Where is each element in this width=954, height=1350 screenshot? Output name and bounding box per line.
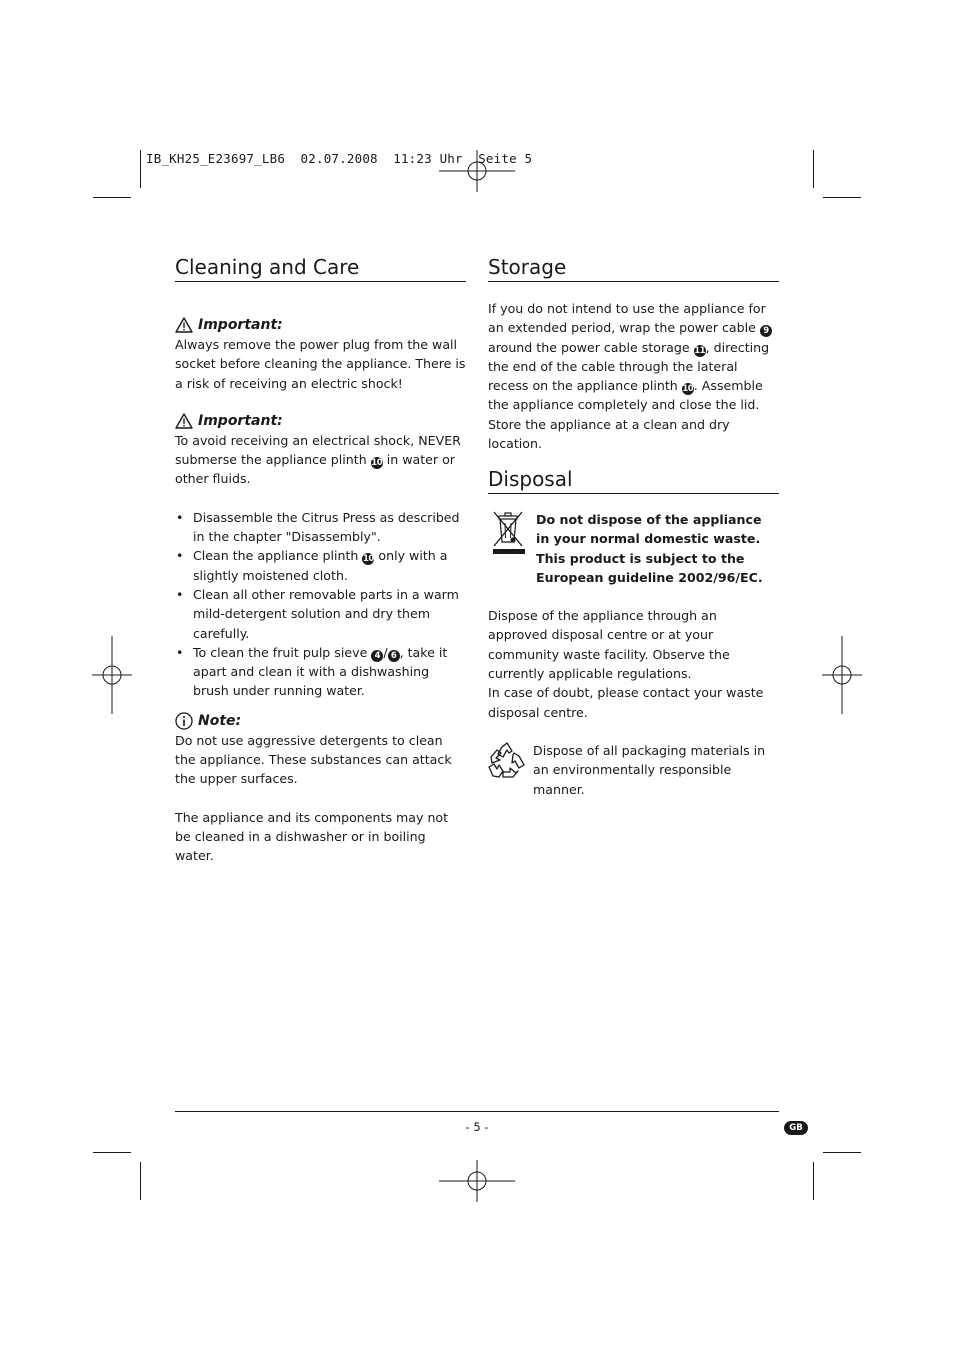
recycling-notice bbox=[488, 741, 779, 799]
storage-section bbox=[488, 254, 779, 453]
part-number-badge: 6 bbox=[388, 650, 400, 662]
bullet-symbol: • bbox=[176, 644, 184, 660]
important-label: Important: bbox=[198, 412, 283, 429]
footer-rule bbox=[175, 1111, 779, 1112]
cleaning-section bbox=[175, 254, 466, 866]
language-badge: GB bbox=[784, 1121, 808, 1135]
recycling-text: Dispose of all packaging materials in an environmentally responsible manner. bbox=[533, 742, 766, 797]
important-text-2: To avoid receiving an electrical shock, NEVER submerse the appliance plinth 10 in water or other fluids. bbox=[175, 432, 461, 487]
part-number-badge: 4 bbox=[371, 650, 383, 662]
important-callout-2 bbox=[175, 411, 466, 431]
disposal-doubt-text: In case of doubt, please contact your waste disposal centre. bbox=[488, 685, 764, 720]
cleaning-title: Cleaning and Care bbox=[175, 254, 466, 282]
part-number-badge: 10 bbox=[371, 458, 383, 469]
disposal-title: Disposal bbox=[488, 466, 779, 494]
list-item: • Clean the appliance plinth 10 only with a slightly moistened cloth. bbox=[176, 548, 448, 583]
registration-mark-left bbox=[92, 636, 132, 714]
storage-text: If you do not intend to use the appliance for an extended period, wrap the power cable 9 around the power cable storage 11, directing the end of the cable through the lateral recess on the appliance plinth 10. Assemble the appliance completely and close the lid. Store the appliance at a clean and dry location. bbox=[488, 299, 779, 453]
part-number-badge: 11 bbox=[694, 345, 706, 356]
part-number-badge: 10 bbox=[682, 384, 694, 395]
bullet-symbol: • bbox=[176, 586, 184, 602]
weee-notice bbox=[488, 510, 779, 587]
page-number: - 5 - bbox=[465, 1120, 489, 1134]
important-callout-1 bbox=[175, 315, 466, 335]
info-icon bbox=[175, 712, 193, 730]
list-item: • Clean all other removable parts in a warm mild-detergent solution and dry them carefully. bbox=[176, 586, 459, 641]
bullet-symbol: • bbox=[176, 548, 184, 564]
list-item: • Disassemble the Citrus Press as described in the chapter "Disassembly". bbox=[176, 509, 460, 545]
dishwasher-warning-text: The appliance and its components may not be cleaned in a dishwasher or in boiling water. bbox=[175, 809, 449, 864]
part-number-badge: 10 bbox=[362, 554, 374, 565]
warning-icon bbox=[175, 317, 193, 333]
important-text-1: Always remove the power plug from the wall socket before cleaning the appliance. There is a risk of receiving an electric shock! bbox=[175, 337, 466, 391]
disposal-text: Dispose of the appliance through an approved disposal centre or at your community waste facility. Observe the currently applicable regulations. bbox=[488, 608, 730, 682]
list-item: • To clean the fruit pulp sieve 4 / 6 , take it apart and clean it with a dishwashing brush under running water. bbox=[176, 644, 448, 699]
note-text: Do not use aggressive detergents to clean the appliance. These substances can attack the upper surfaces. bbox=[175, 732, 452, 787]
crossed-out-bin-icon bbox=[488, 508, 528, 558]
weee-text: Do not dispose of the appliance in your normal domestic waste. This product is subject to the European guideline 2002/96/EC. bbox=[536, 512, 763, 585]
registration-mark-right bbox=[822, 636, 862, 714]
note-label: Note: bbox=[198, 712, 242, 729]
important-label: Important: bbox=[198, 317, 283, 333]
part-number-badge: 9 bbox=[760, 325, 772, 337]
recycling-icon bbox=[488, 741, 526, 779]
warning-icon bbox=[175, 413, 193, 429]
registration-mark-bottom bbox=[437, 1160, 517, 1202]
note-callout bbox=[175, 711, 466, 731]
print-header-stamp: IB_KH25_E23697_LB6 02.07.2008 11:23 Uhr Seite 5 bbox=[146, 151, 533, 166]
cleaning-steps-list bbox=[175, 508, 466, 701]
storage-title: Storage bbox=[488, 254, 779, 282]
disposal-section bbox=[488, 466, 779, 799]
bullet-symbol: • bbox=[176, 509, 184, 525]
